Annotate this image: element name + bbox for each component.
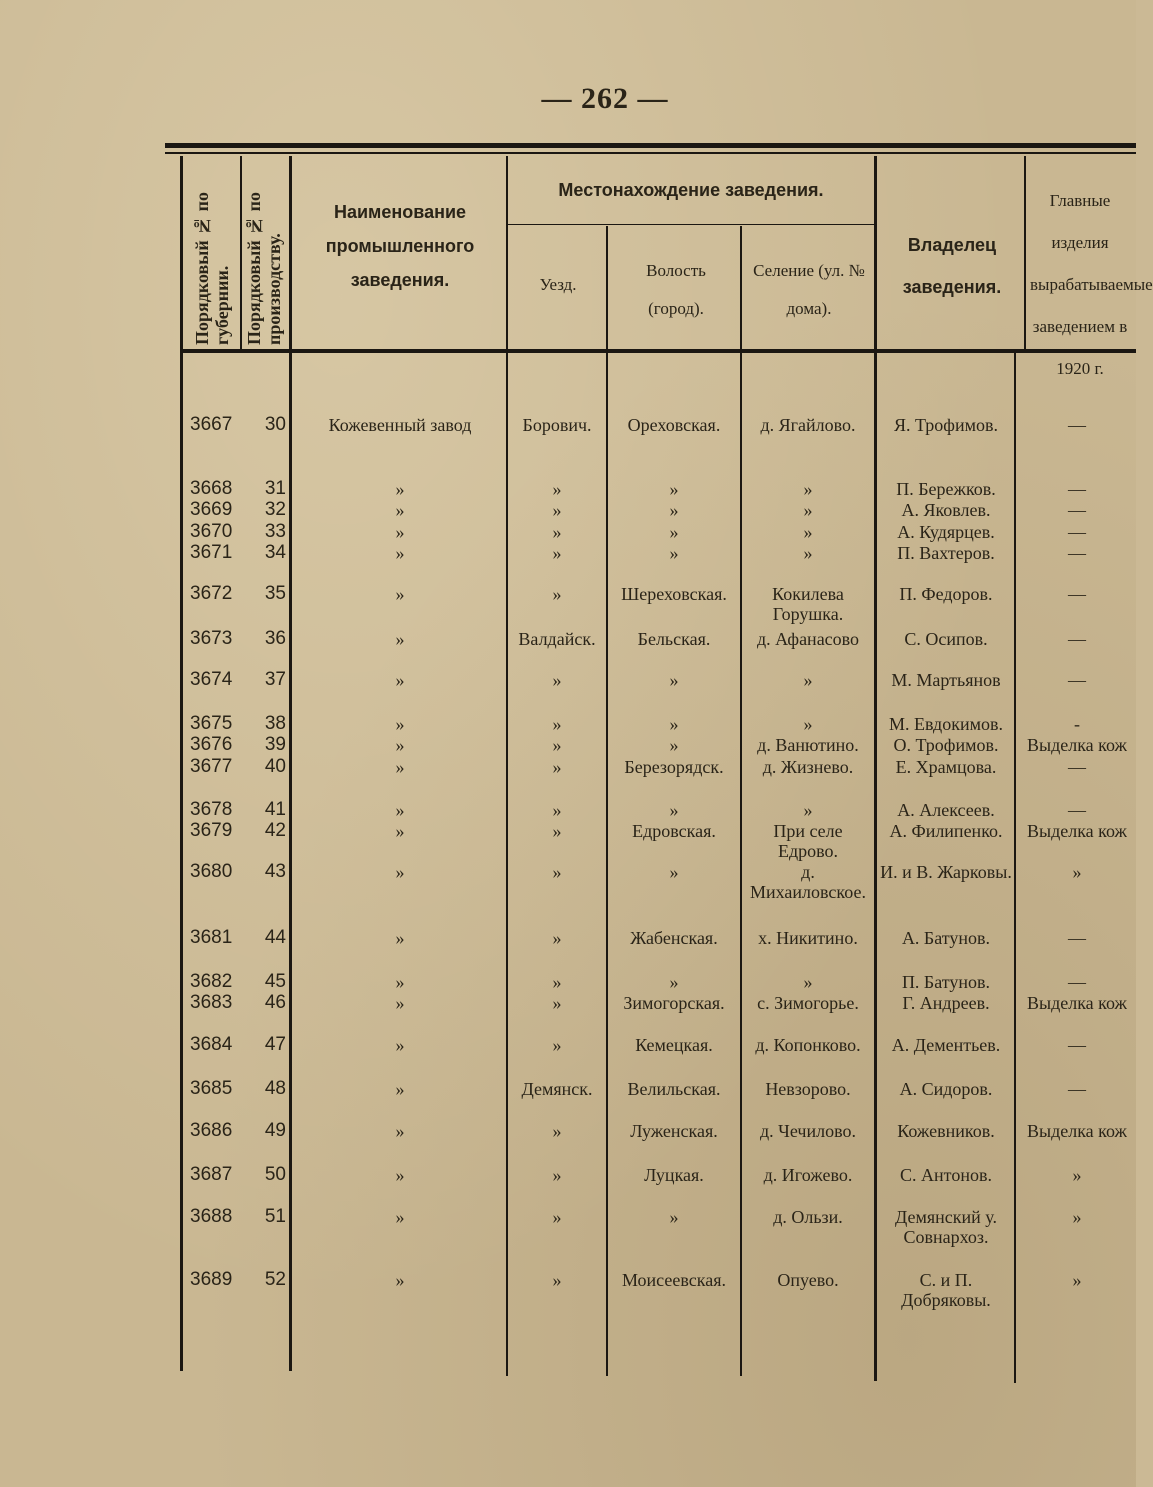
cell-owner: Е. Храмцова. — [895, 757, 997, 777]
cell-uezd: » — [552, 800, 562, 820]
cell-name: » — [395, 522, 405, 542]
cell-n1: 3681 — [190, 927, 233, 948]
cell-goods: » — [1072, 1270, 1082, 1290]
cell-n1: 3679 — [190, 820, 233, 841]
cell-name: » — [395, 543, 405, 563]
col-rule-1 — [240, 156, 242, 352]
cell-goods: Выделка кож — [1026, 821, 1127, 841]
cell-uezd: » — [552, 862, 562, 882]
cell-selenie: » — [803, 670, 813, 690]
cell-goods: Выделка кож — [1026, 993, 1127, 1013]
cell-uezd: Валдайск. — [518, 629, 596, 649]
cell-goods: — — [1068, 670, 1086, 690]
cell-n2: 30 — [264, 414, 286, 435]
cell-selenie: Кокилева Горушка. — [772, 584, 844, 624]
cell-uezd: » — [552, 500, 562, 520]
cell-n2: 45 — [264, 971, 286, 992]
cell-volost: Бельская. — [637, 629, 711, 649]
cell-goods: — — [1068, 479, 1086, 499]
cell-volost: » — [669, 800, 679, 820]
cell-owner: П. Бережков. — [896, 479, 996, 499]
cell-goods: — — [1068, 500, 1086, 520]
header-location-group: Местонахождение заведения. — [558, 180, 824, 200]
cell-uezd: » — [552, 757, 562, 777]
top-rule-thin — [165, 152, 1136, 154]
cell-name: » — [395, 757, 405, 777]
cell-goods: - — [1074, 714, 1080, 734]
header-col7: Владелец заведения. — [902, 235, 1002, 297]
cell-n2: 52 — [264, 1269, 286, 1290]
cell-volost: » — [669, 972, 679, 992]
cell-n1: 3674 — [190, 669, 233, 690]
cell-volost: » — [669, 670, 679, 690]
cell-owner: О. Трофимов. — [893, 735, 999, 755]
cell-selenie: » — [803, 543, 813, 563]
cell-goods: — — [1068, 522, 1086, 542]
cell-owner: А. Сидоров. — [899, 1079, 993, 1099]
cell-volost: » — [669, 479, 679, 499]
cell-n1: 3683 — [190, 992, 233, 1013]
cell-owner: И. и В. Жарковы. — [880, 862, 1012, 882]
cell-volost: Березорядск. — [624, 757, 724, 777]
cell-n1: 3671 — [190, 542, 233, 563]
cell-owner: П. Батунов. — [901, 972, 991, 992]
cell-selenie: » — [803, 500, 813, 520]
cell-volost: » — [669, 862, 679, 882]
cell-n1: 3684 — [190, 1034, 233, 1055]
cell-volost: Луженская. — [630, 1121, 718, 1141]
cell-volost: » — [669, 1207, 679, 1227]
cell-uezd: » — [552, 972, 562, 992]
cell-name: » — [395, 1270, 405, 1290]
cell-name: » — [395, 670, 405, 690]
cell-volost: Ореховская. — [627, 415, 721, 435]
cell-owner: А. Батунов. — [901, 928, 991, 948]
cell-goods: Выделка кож — [1026, 1121, 1127, 1141]
cell-selenie: д. Игожево. — [763, 1165, 853, 1185]
cell-n2: 40 — [264, 756, 286, 777]
col-rule-7 — [1024, 156, 1026, 352]
cell-volost: Луцкая. — [644, 1165, 704, 1185]
cell-n1: 3668 — [190, 478, 233, 499]
cell-uezd: » — [552, 670, 562, 690]
cell-volost: Жабенская. — [630, 928, 718, 948]
cell-owner: Г. Андреев. — [902, 993, 990, 1013]
cell-uezd: » — [552, 1270, 562, 1290]
cell-selenie: д. Михаиловское. — [750, 862, 866, 902]
cell-goods: — — [1068, 757, 1086, 777]
cell-name: » — [395, 1079, 405, 1099]
cell-selenie: х. Никитино. — [758, 928, 858, 948]
cell-n1: 3678 — [190, 799, 233, 820]
cell-n1: 3686 — [190, 1120, 233, 1141]
cell-n2: 50 — [264, 1164, 286, 1185]
cell-goods: — — [1068, 972, 1086, 992]
top-rule-thick — [165, 143, 1136, 148]
cell-selenie: » — [803, 479, 813, 499]
page-number: — 262 — — [541, 82, 669, 115]
cell-uezd: » — [552, 714, 562, 734]
header-col6: Селение (ул. № дома). — [753, 261, 865, 318]
cell-uezd: » — [552, 522, 562, 542]
cell-goods: — — [1068, 800, 1086, 820]
cell-goods: — — [1068, 415, 1086, 435]
cell-owner: А. Алексеев. — [897, 800, 995, 820]
cell-goods: » — [1072, 1207, 1082, 1227]
cell-owner: П. Федоров. — [899, 584, 993, 604]
cell-uezd: » — [552, 1165, 562, 1185]
cell-n2: 35 — [264, 583, 286, 604]
cell-selenie: Невзорово. — [765, 1079, 851, 1099]
cell-goods: — — [1068, 629, 1086, 649]
cell-n2: 37 — [264, 669, 286, 690]
cell-n1: 3669 — [190, 499, 233, 520]
cell-selenie: с. Зимогорье. — [757, 993, 859, 1013]
cell-name: » — [395, 735, 405, 755]
cell-owner: Демянский у. Совнархоз. — [895, 1207, 997, 1247]
cell-owner: М. Евдокимов. — [889, 714, 1003, 734]
cell-selenie: При селе Едрово. — [773, 821, 843, 861]
cell-n2: 44 — [264, 927, 286, 948]
cell-volost: Едровская. — [632, 821, 716, 841]
cell-name: » — [395, 1121, 405, 1141]
cell-n2: 48 — [264, 1078, 286, 1099]
cell-uezd: » — [552, 1207, 562, 1227]
cell-n2: 47 — [264, 1034, 286, 1055]
cell-selenie: д. Афанасово — [756, 629, 860, 649]
cell-selenie: д. Ягайлово. — [760, 415, 856, 435]
cell-goods: Выделка кож — [1026, 735, 1127, 755]
cell-n1: 3676 — [190, 734, 233, 755]
cell-n2: 41 — [264, 799, 286, 820]
cell-name: » — [395, 1035, 405, 1055]
cell-n1: 3672 — [190, 583, 233, 604]
cell-goods: — — [1068, 584, 1086, 604]
cell-name: » — [395, 1207, 405, 1227]
cell-n1: 3680 — [190, 861, 233, 882]
cell-uezd: Демянск. — [521, 1079, 593, 1099]
cell-n2: 43 — [264, 861, 286, 882]
cell-volost: » — [669, 500, 679, 520]
cell-selenie: » — [803, 972, 813, 992]
cell-owner: П. Вахтеров. — [897, 543, 995, 563]
cell-selenie: » — [803, 522, 813, 542]
header-bottom-rule — [180, 349, 1136, 353]
cell-n1: 3685 — [190, 1078, 233, 1099]
cell-owner: С. Антонов. — [900, 1165, 992, 1185]
cell-n1: 3689 — [190, 1269, 233, 1290]
cell-goods: » — [1072, 862, 1082, 882]
cell-name: » — [395, 714, 405, 734]
cell-owner: А. Кудярцев. — [897, 522, 995, 542]
cell-name: » — [395, 800, 405, 820]
cell-name: » — [395, 584, 405, 604]
cell-n1: 3670 — [190, 521, 233, 542]
cell-n2: 32 — [264, 499, 286, 520]
cell-volost: » — [669, 714, 679, 734]
cell-name: » — [395, 862, 405, 882]
cell-n2: 42 — [264, 820, 286, 841]
cell-uezd: » — [552, 1035, 562, 1055]
cell-n1: 3688 — [190, 1206, 233, 1227]
cell-selenie: д. Жизнево. — [762, 757, 854, 777]
cell-volost: Кемецкая. — [635, 1035, 713, 1055]
cell-selenie: д. Ользи. — [773, 1207, 843, 1227]
cell-n2: 33 — [264, 521, 286, 542]
cell-volost: » — [669, 522, 679, 542]
cell-name: » — [395, 500, 405, 520]
cell-n1: 3687 — [190, 1164, 233, 1185]
cell-volost: » — [669, 735, 679, 755]
cell-volost: Шереховская. — [621, 584, 727, 604]
cell-name: » — [395, 1165, 405, 1185]
cell-n1: 3673 — [190, 628, 233, 649]
cell-name: » — [395, 928, 405, 948]
header-col4: Уезд. — [539, 275, 577, 294]
cell-uezd: » — [552, 735, 562, 755]
cell-n2: 51 — [264, 1206, 286, 1227]
cell-uezd: Борович. — [522, 415, 592, 435]
header-col3: Наименование промышленного заведения. — [325, 202, 475, 290]
cell-volost: Велильская. — [627, 1079, 721, 1099]
cell-selenie: » — [803, 714, 813, 734]
cell-n1: 3682 — [190, 971, 233, 992]
cell-uezd: » — [552, 584, 562, 604]
cell-goods: » — [1072, 1165, 1082, 1185]
cell-uezd: » — [552, 1121, 562, 1141]
cell-owner: Кожевников. — [897, 1121, 995, 1141]
cell-owner: С. Осипов. — [904, 629, 988, 649]
cell-volost: Моисеевская. — [621, 1270, 726, 1290]
location-group-rule — [508, 224, 874, 225]
col-rule-0 — [180, 156, 183, 1371]
cell-n2: 38 — [264, 713, 286, 734]
cell-uezd: » — [552, 993, 562, 1013]
cell-selenie: д. Чечилово. — [760, 1121, 856, 1141]
header-col5: Волость (город). — [646, 261, 706, 318]
cell-n2: 34 — [264, 542, 286, 563]
cell-n2: 36 — [264, 628, 286, 649]
header-col1: Порядковый № по губернии. — [192, 191, 232, 345]
cell-name: » — [395, 972, 405, 992]
cell-goods: — — [1068, 1035, 1086, 1055]
cell-n2: 46 — [264, 992, 286, 1013]
cell-selenie: д. Ванютино. — [757, 735, 859, 755]
cell-name: Кожевенный завод — [328, 415, 472, 435]
cell-owner: С. и П. Добряковы. — [901, 1270, 991, 1310]
cell-selenie: д. Копонково. — [755, 1035, 861, 1055]
cell-uezd: » — [552, 928, 562, 948]
cell-uezd: » — [552, 543, 562, 563]
cell-owner: А. Дементьев. — [891, 1035, 1001, 1055]
col-rule-2 — [289, 156, 292, 1371]
cell-selenie: Опуево. — [777, 1270, 839, 1290]
cell-volost: Зимогорская. — [623, 993, 725, 1013]
cell-owner: Я. Трофимов. — [893, 415, 998, 435]
header-col8: Главные изделия вырабатываемые заведением в 1920 г. — [1030, 191, 1153, 378]
cell-owner: М. Мартьянов — [891, 670, 1001, 690]
cell-owner: А. Яковлев. — [901, 500, 991, 520]
cell-uezd: » — [552, 821, 562, 841]
cell-name: » — [395, 629, 405, 649]
header-col2: Порядковый № по производству. — [244, 191, 284, 345]
cell-goods: — — [1068, 1079, 1086, 1099]
cell-n2: 31 — [264, 478, 286, 499]
cell-n1: 3667 — [190, 414, 233, 435]
cell-goods: — — [1068, 543, 1086, 563]
cell-n1: 3675 — [190, 713, 233, 734]
cell-name: » — [395, 821, 405, 841]
cell-n2: 39 — [264, 734, 286, 755]
cell-name: » — [395, 993, 405, 1013]
cell-selenie: » — [803, 800, 813, 820]
cell-name: » — [395, 479, 405, 499]
cell-n2: 49 — [264, 1120, 286, 1141]
cell-n1: 3677 — [190, 756, 233, 777]
cell-goods: — — [1068, 928, 1086, 948]
cell-owner: А. Филипенко. — [889, 821, 1003, 841]
cell-uezd: » — [552, 479, 562, 499]
cell-volost: » — [669, 543, 679, 563]
